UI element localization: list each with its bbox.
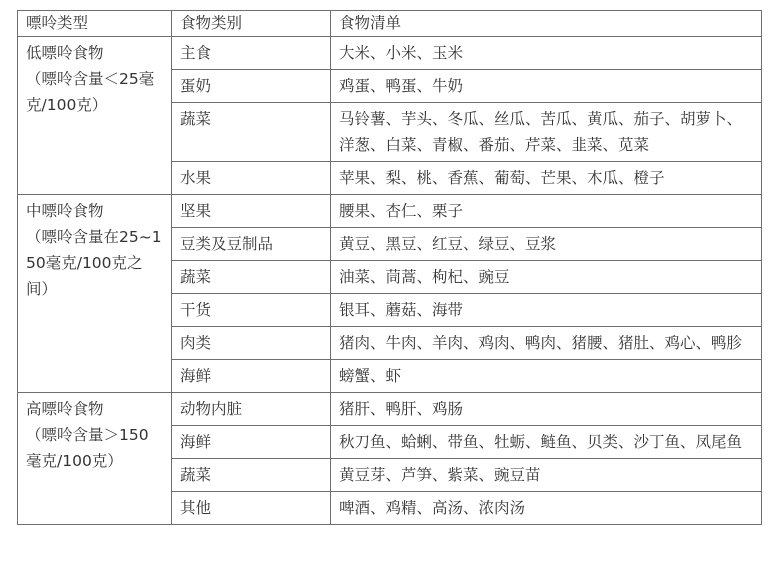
table-row: [18, 195, 762, 228]
food-category: 动物内脏: [172, 393, 331, 426]
header-row: [18, 11, 762, 37]
header-purine-type: 嘌呤类型: [18, 11, 172, 37]
purine-type-note: （嘌呤含量＜25毫克/100克）: [26, 70, 155, 114]
food-category: 豆类及豆制品: [172, 228, 331, 261]
food-category: 海鲜: [172, 360, 331, 393]
purine-type-note: （嘌呤含量＞150毫克/100克）: [26, 426, 149, 470]
header-food-list: 食物清单: [331, 11, 762, 37]
food-list: 鸡蛋、鸭蛋、牛奶: [331, 70, 762, 103]
purine-food-table: [17, 10, 762, 525]
food-category: 主食: [172, 37, 331, 70]
header-food-category: 食物类别: [172, 11, 331, 37]
food-category: 水果: [172, 162, 331, 195]
purine-type-note: （嘌呤含量在25~150毫克/100克之间）: [26, 228, 162, 298]
food-category: 蔬菜: [172, 459, 331, 492]
food-category: 海鲜: [172, 426, 331, 459]
purine-type-name: 高嘌呤食物: [26, 400, 104, 418]
food-category: 干货: [172, 294, 331, 327]
food-category: 蔬菜: [172, 261, 331, 294]
purine-type-medium: [18, 195, 172, 393]
food-list: 苹果、梨、桃、香蕉、葡萄、芒果、木瓜、橙子: [331, 162, 762, 195]
food-list: 银耳、蘑菇、海带: [331, 294, 762, 327]
food-category: 蔬菜: [172, 103, 331, 162]
food-list: 猪肉、牛肉、羊肉、鸡肉、鸭肉、猪腰、猪肚、鸡心、鸭胗: [331, 327, 762, 360]
food-list: 猪肝、鸭肝、鸡肠: [331, 393, 762, 426]
table-row: [18, 393, 762, 426]
food-list: 螃蟹、虾: [331, 360, 762, 393]
food-category: 坚果: [172, 195, 331, 228]
food-category: 其他: [172, 492, 331, 525]
food-category: 肉类: [172, 327, 331, 360]
food-list: 油菜、茼蒿、枸杞、豌豆: [331, 261, 762, 294]
food-list: 啤酒、鸡精、高汤、浓肉汤: [331, 492, 762, 525]
purine-type-name: 中嘌呤食物: [26, 202, 104, 220]
food-list: 腰果、杏仁、栗子: [331, 195, 762, 228]
food-category: 蛋奶: [172, 70, 331, 103]
purine-type-low: [18, 37, 172, 195]
food-list: 大米、小米、玉米: [331, 37, 762, 70]
food-list: 秋刀鱼、蛤蜊、带鱼、牡蛎、鲢鱼、贝类、沙丁鱼、凤尾鱼: [331, 426, 762, 459]
food-list: 马铃薯、芋头、冬瓜、丝瓜、苦瓜、黄瓜、茄子、胡萝卜、洋葱、白菜、青椒、番茄、芹菜、韭菜、苋菜: [331, 103, 762, 162]
purine-type-high: [18, 393, 172, 525]
food-list: 黄豆、黑豆、红豆、绿豆、豆浆: [331, 228, 762, 261]
food-list: 黄豆芽、芦笋、紫菜、豌豆苗: [331, 459, 762, 492]
table-row: [18, 37, 762, 70]
purine-type-name: 低嘌呤食物: [26, 44, 104, 62]
